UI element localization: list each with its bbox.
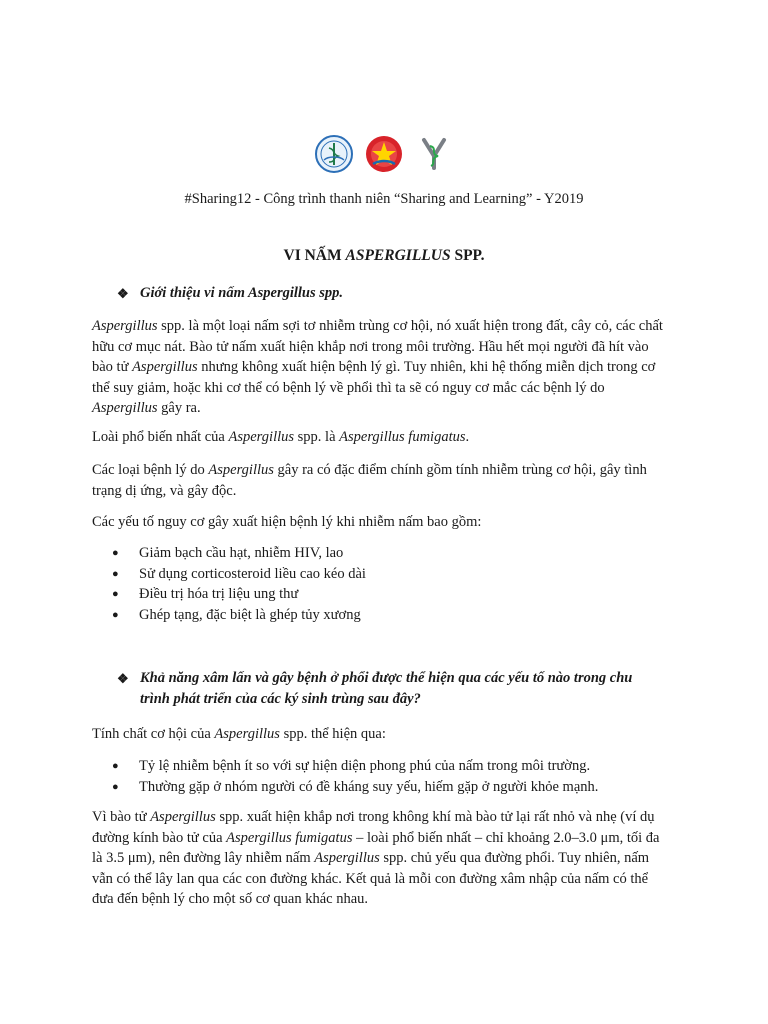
medical-faculty-logo	[314, 134, 354, 174]
risk-factor-list	[112, 543, 672, 625]
diamond-bullet-icon: ❖	[117, 286, 129, 301]
section1-paragraph-1: Aspergillus spp. là một loại nấm sợi tơ nhiễm trùng cơ hội, nó xuất hiện trong đất, cây cỏ, các chất hữu cơ mục nát. Bào tử nấm xuất hiện khắp nơi trong môi trường. Hầu hết mọi người đã hít vào bào tử Aspergillus nhưng không xuất hiện bệnh lý gì. Tuy nhiên, khi hệ thống miễn dịch trong cơ thể suy giảm, hoặc khi cơ thể có bệnh lý về phổi thì ta sẽ có nguy cơ mắc các bệnh lý do Aspergillus gây ra.	[92, 318, 663, 417]
section2-paragraph-1: Tính chất cơ hội của Aspergillus spp. thể hiện qua:	[92, 726, 386, 742]
y-logo	[414, 134, 454, 174]
diamond-bullet-icon: ❖	[117, 671, 129, 686]
bullet-icon: ●	[112, 588, 119, 600]
list-item: ● Giảm bạch cầu hạt, nhiễm HIV, lao	[112, 543, 672, 564]
opportunistic-traits-list	[112, 756, 672, 797]
document-title	[0, 247, 768, 265]
bullet-icon: ●	[112, 547, 119, 559]
list-item: ● Ghép tạng, đặc biệt là ghép tủy xương	[112, 605, 672, 626]
section1-paragraph-4: Các yếu tố nguy cơ gây xuất hiện bệnh lý khi nhiễm nấm bao gồm:	[92, 514, 482, 530]
section1-paragraph-3: Các loại bệnh lý do Aspergillus gây ra có đặc điểm chính gồm tính nhiễm trùng cơ hội, gây tình trạng dị ứng, và gây độc.	[92, 462, 647, 499]
title-prefix: VI NẤM	[283, 247, 346, 264]
title-italic: ASPERGILLUS	[345, 247, 451, 264]
sharing-line: #Sharing12 - Công trình thanh niên “Sharing and Learning” - Y2019	[184, 191, 584, 207]
bullet-icon: ●	[112, 567, 119, 580]
bullet-icon: ●	[112, 780, 119, 793]
list-item: ● Thường gặp ở nhóm người có đề kháng suy yếu, hiếm gặp ở người khỏe mạnh.	[112, 777, 672, 798]
youth-union-logo	[364, 134, 404, 174]
section1-heading	[117, 283, 680, 304]
section2-heading	[117, 668, 660, 710]
list-item: ● Sử dụng corticosteroid liều cao kéo dài	[112, 564, 672, 585]
section1-heading-text: Giới thiệu vi nấm Aspergillus spp.	[140, 285, 344, 301]
list-item: ● Điều trị hóa trị liệu ung thư	[112, 584, 672, 605]
section1-paragraph-2: Loài phổ biến nhất của Aspergillus spp. là Aspergillus fumigatus.	[92, 429, 470, 445]
bullet-icon: ●	[112, 608, 119, 621]
section2-heading-text: Khả năng xâm lấn và gây bệnh ở phổi được thể hiện qua các yếu tố nào trong chu trình phát triển của các ký sinh trùng sau đây?	[140, 670, 633, 707]
header-logos	[0, 134, 768, 174]
bullet-icon: ●	[112, 760, 119, 772]
title-suffix: SPP.	[450, 247, 485, 264]
section2-paragraph-2: Vì bào tử Aspergillus spp. xuất hiện khắp nơi trong không khí mà bào tử lại rất nhỏ và nhẹ (ví dụ đường kính bào tử của Aspergillus fumigatus – loài phổ biến nhất – chỉ khoảng 2.0–3.0 μm, tối đa là 3.5 μm), nên đường lây nhiễm nấm Aspergillus spp. chủ yếu qua đường phổi. Tuy nhiên, nấm vẫn có thể lây lan qua các con đường khác. Kết quả là mỗi con đường xâm nhập của nấm có thể đưa đến bệnh lý cho một số cơ quan khác nhau.	[92, 809, 660, 908]
list-item: ● Tỷ lệ nhiễm bệnh ít so với sự hiện diện phong phú của nấm trong môi trường.	[112, 756, 672, 777]
